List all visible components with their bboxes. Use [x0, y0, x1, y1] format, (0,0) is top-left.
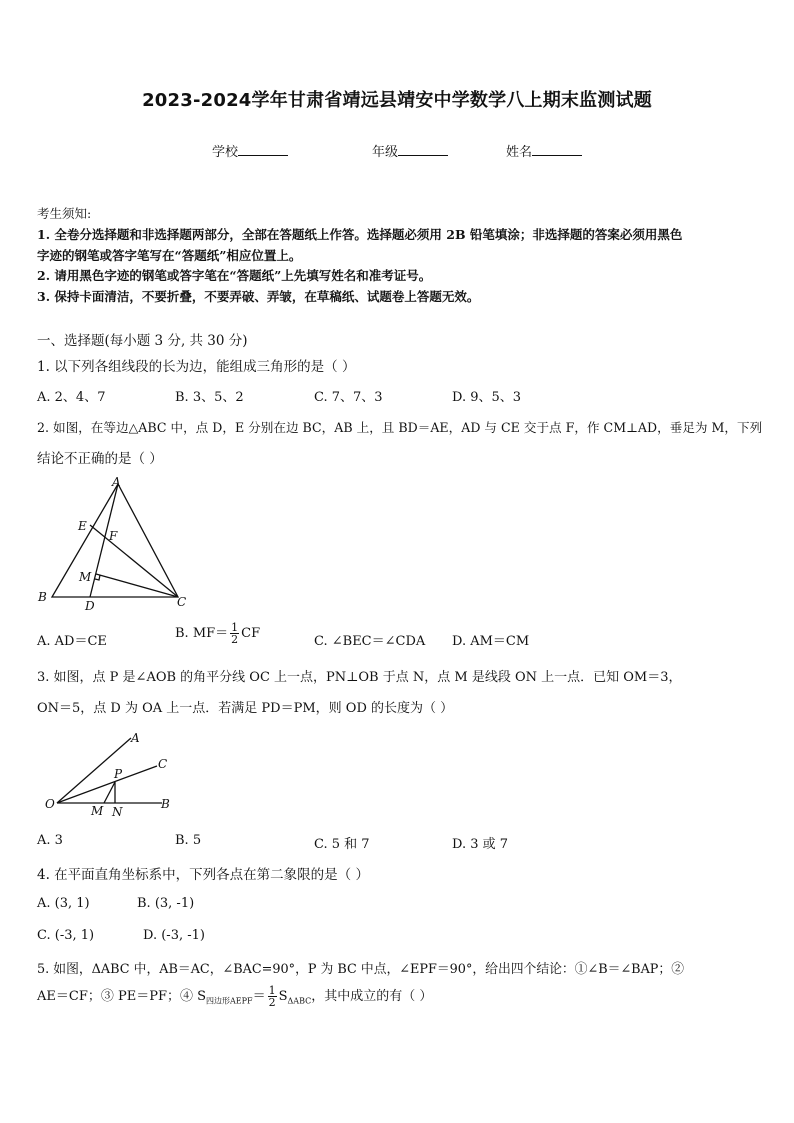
- q3-option-b: B. 5: [175, 833, 202, 848]
- q5-stem-line-1: 5. 如图，ΔABC 中，AB＝AC，∠BAC=90°，P 为 BC 中点，∠EPF＝90°，给出四个结论：①∠B＝∠BAP；②: [37, 962, 685, 977]
- q3-option-d: D. 3 或 7: [452, 837, 509, 852]
- name-label: 姓名: [506, 145, 533, 160]
- q2-option-b: [175, 622, 260, 645]
- q1-option-d: D. 9、5、3: [452, 390, 522, 405]
- q4-option-c: C. (-3, 1): [37, 928, 95, 943]
- notice-line-1: 1. 全卷分选择题和非选择题两部分，全部在答题纸上作答。选择题必须用 2B 铅笔填涂；非选择题的答案必须用黑色: [37, 227, 683, 242]
- school-label: 学校: [212, 145, 239, 160]
- q1-option-a: A. 2、4、7: [37, 390, 106, 405]
- q5-stem-line-2-prefix: AE＝CF；③ PE＝PF；④ S: [37, 989, 207, 1004]
- q3-stem-line-1: 3. 如图，点 P 是∠AOB 的角平分线 OC 上一点，PN⊥OB 于点 N，点 M 是线段 ON 上一点．已知 OM＝3，: [37, 670, 682, 685]
- fraction-denominator: 2: [268, 996, 276, 1009]
- q3-angle-figure: [40, 728, 190, 820]
- q2-option-b-prefix: B. MF＝: [175, 626, 229, 641]
- q2-triangle-figure: [34, 472, 194, 614]
- school-field: [212, 141, 288, 160]
- fraction-numerator: 1: [231, 621, 239, 634]
- q5-equals: ＝: [252, 989, 266, 1004]
- q2-option-c: C. ∠BEC＝∠CDA: [314, 634, 426, 649]
- q5-subscript-quadrilateral: 四边形AEPF: [206, 996, 253, 1006]
- label-c: C: [158, 757, 168, 771]
- label-b: B: [38, 590, 47, 604]
- label-b: B: [161, 797, 170, 811]
- label-f: F: [109, 529, 118, 543]
- q5-stem-line-2-suffix: ，其中成立的有（ ）: [311, 989, 433, 1004]
- label-d: D: [85, 599, 95, 613]
- page-title: 2023-2024学年甘肃省靖远县靖安中学数学八上期末监测试题: [142, 90, 652, 111]
- q2-option-b-suffix: CF: [241, 626, 261, 641]
- q2-option-b-fraction: [230, 622, 239, 645]
- school-blank: [238, 143, 288, 156]
- q1-stem: 1. 以下列各组线段的长为边，能组成三角形的是（ ）: [37, 359, 356, 375]
- grade-field: [372, 141, 448, 160]
- label-m: M: [79, 570, 92, 584]
- name-blank: [532, 143, 582, 156]
- q3-option-c: C. 5 和 7: [314, 837, 370, 852]
- q2-stem-line-2: 结论不正确的是（ ）: [37, 451, 163, 467]
- label-a: A: [131, 731, 140, 745]
- fraction-numerator: 1: [268, 984, 276, 997]
- label-e: E: [78, 519, 87, 533]
- q5-subscript-triangle: ΔABC: [287, 996, 312, 1006]
- q2-option-d: D. AM＝CM: [452, 634, 530, 649]
- label-p: P: [114, 767, 123, 781]
- label-o: O: [45, 797, 55, 811]
- q1-option-c: C. 7、7、3: [314, 390, 383, 405]
- notice-line-2: 字迹的钢笔或答字笔写在“答题纸”相应位置上。: [37, 248, 302, 263]
- grade-blank: [398, 143, 448, 156]
- segment-cm: [96, 574, 178, 597]
- q3-option-a: A. 3: [37, 833, 63, 848]
- label-c: C: [177, 595, 187, 609]
- q2-option-a: A. AD＝CE: [37, 634, 107, 649]
- label-m: M: [91, 804, 104, 818]
- q3-stem-line-2: ON＝5，点 D 为 OA 上一点．若满足 PD＝PM，则 OD 的长度为（ ）: [37, 701, 454, 716]
- segment-ce: [90, 525, 178, 597]
- name-field: [506, 141, 582, 160]
- q1-option-b: B. 3、5、2: [175, 390, 244, 405]
- fraction-denominator: 2: [231, 633, 239, 646]
- q4-stem: 4. 在平面直角坐标系中，下列各点在第二象限的是（ ）: [37, 867, 369, 883]
- q4-option-d: D. (-3, -1): [143, 928, 205, 943]
- notice-line-3: 2. 请用黑色字迹的钢笔或答字笔在“答题纸”上先填写姓名和准考证号。: [37, 268, 432, 283]
- q5-fraction: [268, 985, 277, 1008]
- grade-label: 年级: [372, 145, 399, 160]
- notice-heading: 考生须知:: [37, 206, 92, 221]
- label-a: A: [112, 475, 121, 489]
- section-heading: 一、选择题(每小题 3 分, 共 30 分): [37, 333, 248, 349]
- q4-option-a: A. (3, 1): [37, 896, 90, 911]
- q5-stem-line-2: [37, 985, 432, 1008]
- notice-line-4: 3. 保持卡面清洁，不要折叠，不要弄破、弄皱，在草稿纸、试题卷上答题无效。: [37, 289, 480, 304]
- q5-area-symbol: S: [278, 989, 288, 1004]
- q2-stem-line-1: 2. 如图，在等边△ABC 中，点 D，E 分别在边 BC，AB 上，且 BD＝AE，AD 与 CE 交于点 F，作 CM⊥AD，垂足为 M，下列: [37, 420, 763, 435]
- label-n: N: [112, 805, 123, 819]
- q4-option-b: B. (3, -1): [137, 896, 195, 911]
